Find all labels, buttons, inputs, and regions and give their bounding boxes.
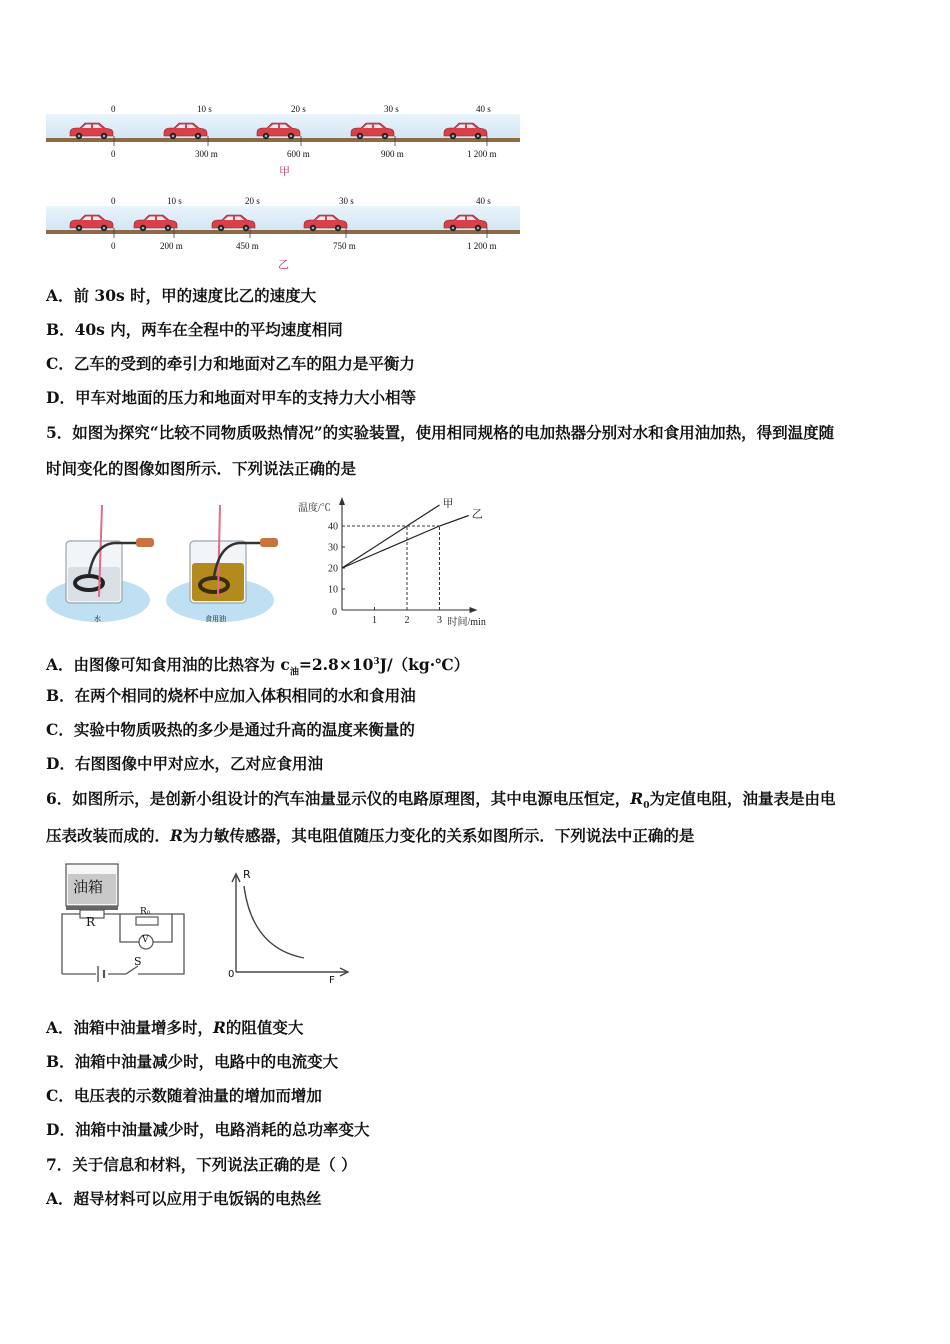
- resistor-r-label: R: [86, 915, 96, 929]
- q5-option-a-sup: 3: [373, 657, 380, 667]
- time-label: 30 s: [339, 196, 354, 206]
- time-label: 40 s: [476, 196, 491, 206]
- x-tick-label: 1: [372, 615, 377, 626]
- beaker-label-oil: 食用油: [205, 615, 226, 623]
- distance-label: 0: [111, 149, 116, 159]
- graph-axis-f: F: [329, 975, 335, 986]
- y-tick-label: 30: [328, 542, 338, 554]
- q6-r-symbol: R: [170, 826, 183, 845]
- q5-stem-line2: 时间变化的图像如图所示．下列说法正确的是: [46, 459, 357, 478]
- beaker-apparatus: [44, 505, 294, 630]
- q6-stem-line1: [46, 789, 835, 816]
- q5-option-a-suffix: J/（kg·℃）: [379, 655, 470, 675]
- q7-stem: 7．关于信息和材料，下列说法正确的是（ ）: [46, 1155, 357, 1174]
- resistor-r0-label: R₀: [140, 907, 151, 917]
- time-label: 20 s: [291, 104, 306, 114]
- oil-tank-label: 油箱: [73, 878, 104, 896]
- q6-option-b: B．油箱中油量减少时，电路中的电流变大: [46, 1052, 339, 1071]
- beaker-label-water: 水: [94, 615, 101, 623]
- x-tick-label: 3: [437, 615, 442, 626]
- distance-label: 200 m: [160, 241, 183, 251]
- series-label: 乙: [471, 508, 483, 521]
- y-axis-arrow: [339, 497, 345, 505]
- r-f-graph: [222, 868, 352, 986]
- distance-label: 750 m: [333, 241, 356, 251]
- time-label: 10 s: [197, 104, 212, 114]
- time-label: 10 s: [167, 196, 182, 206]
- distance-label: 1 200 m: [467, 241, 497, 251]
- y-tick-label: 40: [328, 521, 338, 533]
- q5-option-a: [46, 652, 469, 682]
- q6-option-a-r: R: [213, 1018, 226, 1037]
- q6-r0-sub: 0: [643, 801, 650, 812]
- q5-option-d: D．右图图像中甲对应水，乙对应食用油: [46, 754, 323, 773]
- q5-option-b: B．在两个相同的烧杯中应加入体积相同的水和食用油: [46, 686, 416, 705]
- q4-option-c: C．乙车的受到的牵引力和地面对乙车的阻力是平衡力: [46, 354, 415, 373]
- q6-stem-text: 为定值电阻，油量表是由电: [649, 789, 836, 808]
- q5-option-a-prefix: A．由图像可知食用油的比热容为 c: [46, 655, 290, 675]
- voltmeter-label: V: [142, 935, 149, 945]
- q6-r0-symbol: R: [630, 789, 644, 808]
- switch-label: S: [134, 955, 142, 968]
- q7-option-a: A．超导材料可以应用于电饭锅的电热丝: [46, 1189, 322, 1208]
- x-axis-arrow: [470, 607, 478, 613]
- time-label: 0: [111, 104, 116, 114]
- q5-option-a-sub: 油: [289, 667, 299, 678]
- distance-label: 900 m: [381, 149, 404, 159]
- y-axis-label: 温度/℃: [298, 503, 331, 514]
- y-tick-label: 10: [328, 584, 338, 596]
- temperature-time-chart: [296, 495, 506, 635]
- distance-label: 300 m: [195, 149, 218, 159]
- q4-option-a: A．前 30s 时，甲的速度比乙的速度大: [46, 286, 317, 305]
- x-tick-label: 2: [404, 615, 410, 626]
- distance-label: 1 200 m: [467, 149, 497, 159]
- q6-option-a: [46, 1018, 303, 1038]
- q4-option-b: B．40s 内，两车在全程中的平均速度相同: [46, 320, 343, 339]
- x-axis-label: 时间/min: [447, 617, 486, 628]
- figure-label-jia: 甲: [279, 165, 290, 178]
- figure-label-yi: 乙: [278, 258, 289, 271]
- q6-stem-text: 为力敏传感器，其电阻值随压力变化的关系如图所示．下列说法中正确的是: [182, 826, 695, 845]
- origin-label: 0: [332, 607, 337, 618]
- series-line: [342, 516, 469, 569]
- graph-axis-r: R: [243, 868, 251, 881]
- q5-option-c: C．实验中物质吸热的多少是通过升高的温度来衡量的: [46, 720, 415, 739]
- q5-option-a-mid: =2.8×10: [298, 655, 374, 675]
- q5-stem-line1: 5．如图为探究“比较不同物质吸热情况”的实验装置，使用相同规格的电加热器分别对水和食用油加热，得到温度随: [46, 423, 835, 442]
- time-label: 20 s: [245, 196, 260, 206]
- distance-label: 450 m: [236, 241, 259, 251]
- time-label: 40 s: [476, 104, 491, 114]
- q6-option-c: C．电压表的示数随着油量的增加而增加: [46, 1086, 322, 1105]
- series-line: [342, 505, 440, 568]
- q6-stem-line2: [46, 826, 694, 846]
- time-label: 0: [111, 196, 116, 206]
- y-tick-label: 20: [328, 563, 338, 575]
- distance-label: 600 m: [287, 149, 310, 159]
- time-label: 30 s: [384, 104, 399, 114]
- q4-option-d: D．甲车对地面的压力和地面对甲车的支持力大小相等: [46, 388, 416, 407]
- q6-option-a-text: 的阻值变大: [225, 1018, 304, 1037]
- graph-origin: 0: [228, 969, 235, 980]
- q6-stem-text: 6．如图所示，是创新小组设计的汽车油量显示仪的电路原理图，其中电源电压恒定，: [46, 789, 631, 808]
- q6-option-d: D．油箱中油量减少时，电路消耗的总功率变大: [46, 1120, 370, 1139]
- q6-stem-text: 压表改装而成的．: [46, 826, 171, 845]
- q6-option-a-text: A．油箱中油量增多时，: [46, 1018, 214, 1037]
- series-label: 甲: [442, 498, 454, 510]
- distance-label: 0: [111, 241, 116, 251]
